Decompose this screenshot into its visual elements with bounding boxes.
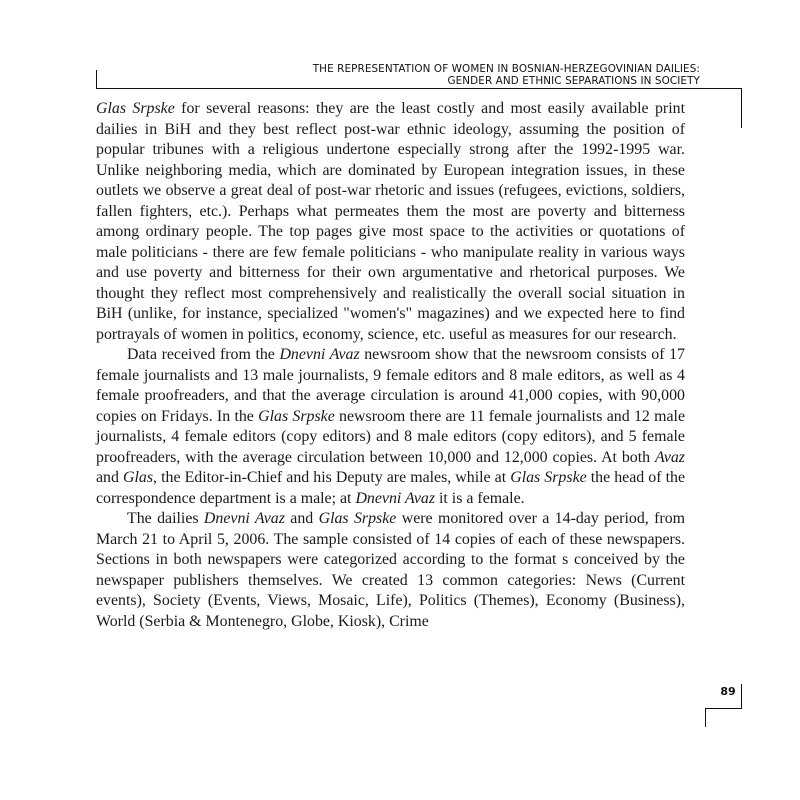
footer-rule-left-tick bbox=[705, 708, 706, 727]
body-text bbox=[96, 99, 685, 632]
running-header bbox=[313, 63, 700, 87]
paragraph-2 bbox=[96, 345, 685, 509]
paragraph-text: it is a female. bbox=[435, 489, 525, 507]
newspaper-name: Glas Srpske bbox=[318, 510, 397, 527]
header-rule-left-tick bbox=[96, 70, 97, 89]
newspaper-name: Dnevni Avaz bbox=[355, 489, 436, 507]
newspaper-name: Glas Srpske bbox=[96, 100, 175, 117]
newspaper-name: Glas Srpske bbox=[258, 407, 335, 425]
page-number: 89 bbox=[720, 685, 736, 698]
paragraph-text: newsroom there are 11 female journalists and 12 male journalists, 4 female editors (copy editors) and 8 male editors (copy editors), and 5 female proofreaders, with the average circulation between 10,000 and 12,000 copies. At both bbox=[96, 407, 685, 466]
newspaper-name: Glas bbox=[123, 469, 154, 486]
paragraph-1 bbox=[96, 99, 685, 345]
paragraph-3 bbox=[96, 509, 685, 632]
paragraph-text: and bbox=[96, 469, 124, 486]
header-rule-right-tick bbox=[741, 88, 742, 128]
footer-rule-horizontal bbox=[705, 708, 742, 709]
paragraph-text: , the Editor-in-Chief and his Deputy are males, while at bbox=[153, 469, 511, 486]
paragraph-text: the head of the correspondence department is a male; at bbox=[96, 469, 685, 507]
footer-rule-vertical bbox=[741, 684, 742, 708]
paragraph-text: Data received from the bbox=[127, 346, 280, 363]
running-header-line-1: THE REPRESENTATION OF WOMEN IN BOSNIAN-HERZEGOVINIAN DAILIES: bbox=[312, 63, 700, 75]
paragraph-text: newsroom show that the newsroom consists of 17 female journalists and 13 male journalists, 9 female editors and 8 male editors, as well as 4 female proofreaders, and that the average circulation is around 41,000 copies, with 90,000 copies on Fridays. In the bbox=[96, 346, 685, 425]
newspaper-name: Avaz bbox=[654, 448, 685, 466]
header-rule bbox=[96, 88, 742, 89]
running-header-line-2: GENDER AND ETHNIC SEPARATIONS IN SOCIETY bbox=[447, 75, 700, 87]
newspaper-name: Glas Srpske bbox=[510, 469, 587, 486]
paragraph-text: were monitored over a 14-day period, from March 21 to April 5, 2006. The sample consisted of 14 copies of each of these newspapers. Sections in both newspapers were categorized according to the format s conceived by the newspaper publishers themselves. We created 13 common categories: News (Current events), Society (Events, Views, Mosaic, Life), Politics (Themes), Economy (Business), World (Serbia & Montenegro, Globe, Kiosk), Crime bbox=[96, 510, 685, 630]
paragraph-text: The dailies bbox=[127, 510, 204, 527]
paragraph-text: and bbox=[284, 510, 319, 527]
newspaper-name: Dnevni Avaz bbox=[203, 510, 285, 527]
newspaper-name: Dnevni Avaz bbox=[279, 346, 360, 363]
paragraph-text: for several reasons: they are the least costly and most easily available print dailies in BiH and they best reflect post-war ethnic ideology, assuming the position of popular tribunes with a religious undertone especially strong after the 1992-1995 war. Unlike neighboring media, which are dominated by European integration issues, in these outlets we observe a great deal of post-war rhetoric and issues (refugees, evictions, soldiers, fallen fighters, etc.). Perhaps what permeates them the most are poverty and bitterness among ordinary people. The top pages give most space to the activities or quotations of male politicians - there are few female politicians - who manipulate reality in various ways and use poverty and bitterness for their own argumentative and rhetorical purposes. We thought they reflect most comprehensively and realistically the overall social situation in BiH (unlike, for instance, specialized "women's" magazines) and we expected here to find portrayals of women in politics, economy, science, etc. useful as measures for our research. bbox=[96, 100, 685, 343]
